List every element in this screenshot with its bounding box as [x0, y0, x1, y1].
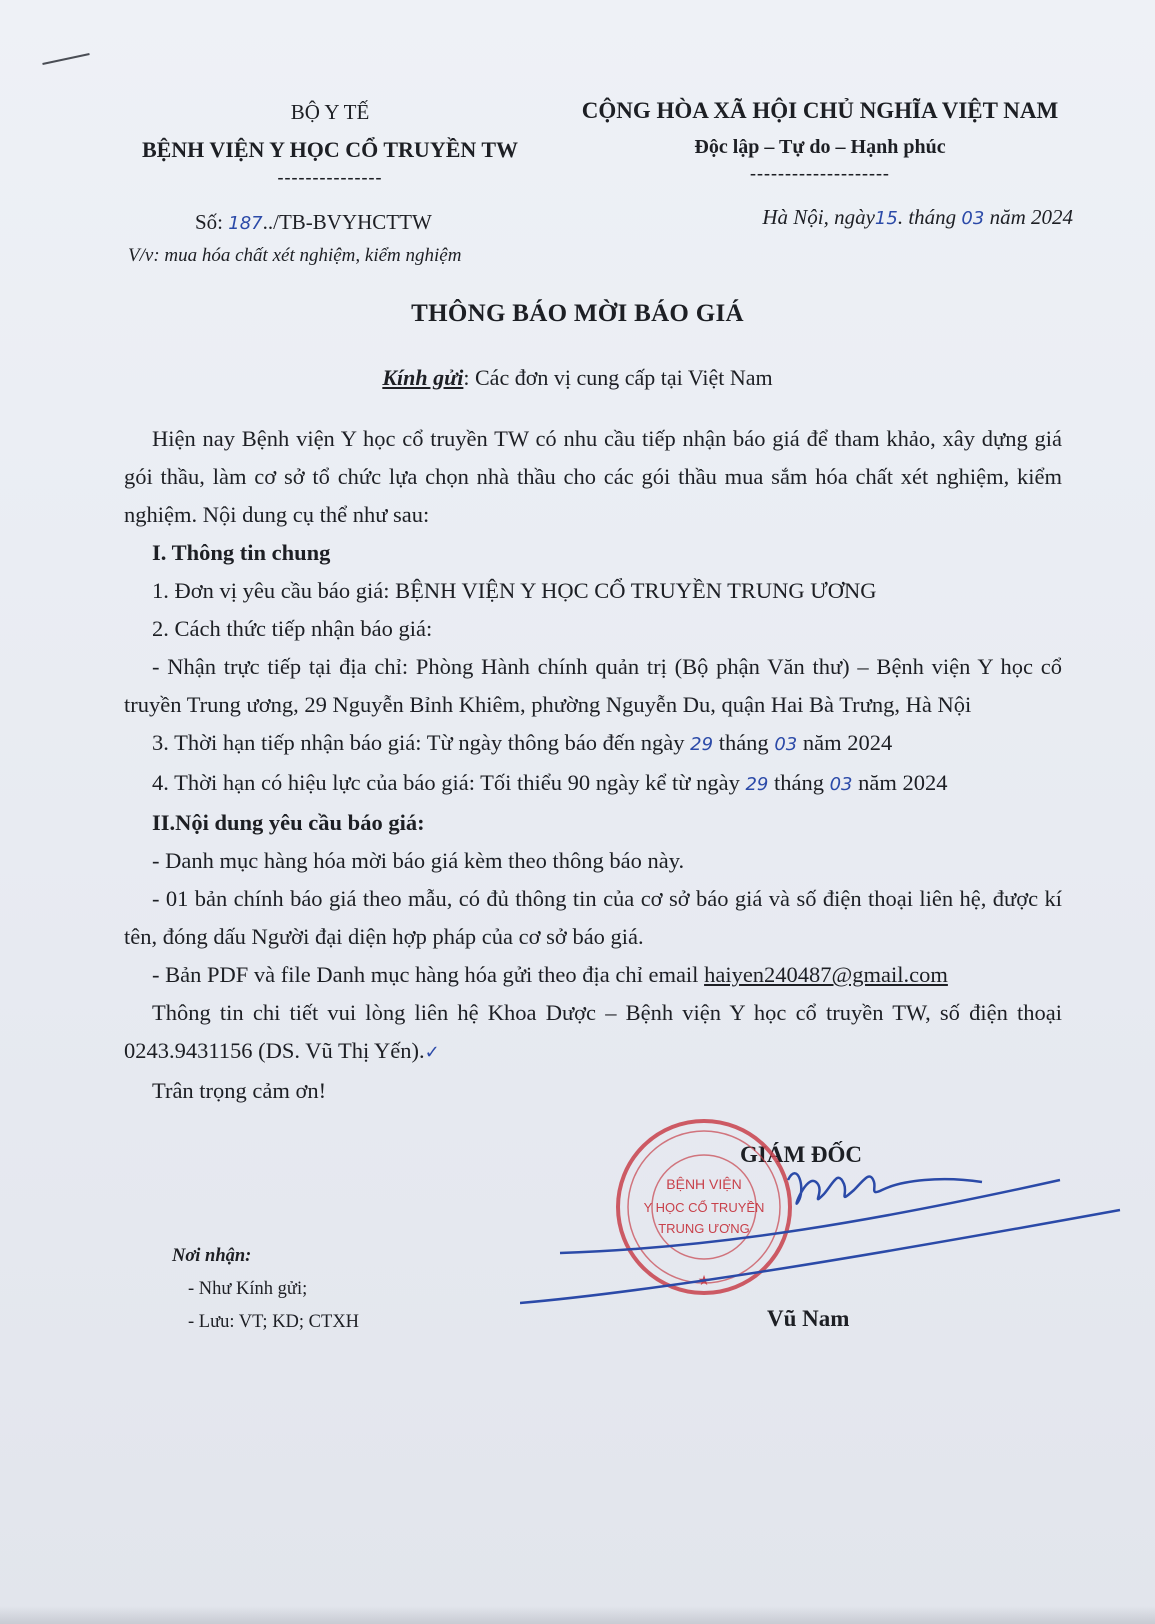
receiving-method-item: 2. Cách thức tiếp nhận báo giá:	[152, 616, 433, 641]
requirement-list: - Danh mục hàng hóa mời báo giá kèm theo thông báo này.	[152, 848, 685, 873]
intro-paragraph: Hiện nay Bệnh viện Y học cổ truyền TW có nhu cầu tiếp nhận báo giá để tham khảo, xây dựng giá gói thầu, làm cơ sở tổ chức lựa chọn nhà thầu cho các gói thầu mua sắm hóa chất xét nghiệm, kiểm nghiệm. Nội dung cụ thể như sau:	[124, 426, 1062, 527]
recipient-item: - Như Kính gửi;	[188, 1279, 308, 1299]
validity-day: 29	[745, 774, 769, 795]
issue-date	[762, 205, 1073, 230]
section-heading-requirements: II.Nội dung yêu cầu báo giá:	[152, 810, 425, 835]
deadline-month-label: tháng	[713, 730, 775, 755]
pen-mark	[42, 53, 89, 65]
contact-text: Thông tin chi tiết vui lòng liên hệ Khoa Dược – Bệnh viện Y học cổ truyền TW, số điện thoại 0243.9431156 (DS. Vũ Thị Yến).	[124, 1000, 1062, 1063]
validity-month-label: tháng	[768, 770, 830, 795]
deadline-year: năm 2024	[797, 730, 893, 755]
date-year: năm 2024	[984, 205, 1073, 229]
section-heading-general: I. Thông tin chung	[152, 540, 331, 565]
document-body	[124, 420, 1062, 1110]
header-divider: ---------------	[277, 167, 383, 187]
validity-year: năm 2024	[852, 770, 948, 795]
date-day: 15	[874, 208, 898, 229]
validity-month: 03	[829, 774, 853, 795]
national-header	[565, 98, 1075, 184]
deadline-day: 29	[690, 734, 714, 755]
requirement-email-text: - Bản PDF và file Danh mục hàng hóa gửi theo địa chỉ email	[152, 962, 705, 987]
national-motto: Độc lập – Tự do – Hạnh phúc	[694, 136, 946, 158]
deadline-month: 03	[774, 734, 798, 755]
date-month: 03	[961, 208, 985, 229]
document-number	[195, 210, 432, 235]
paper-edge-shadow	[0, 1606, 1155, 1624]
requirement-original: - 01 bản chính báo giá theo mẫu, có đủ thông tin của cơ sở báo giá và số điện thoại liên hệ, được kí tên, đóng dấu Người đại diện hợp pháp của cơ sở báo giá.	[124, 886, 1062, 949]
greeting-label: Kính gửi	[382, 365, 464, 390]
recipients-heading: Nơi nhận:	[172, 1246, 252, 1266]
doc-number-suffix: ../TB-BVYHCTTW	[262, 210, 432, 234]
contact-paragraph	[124, 994, 1062, 1072]
seal-star-icon: ★	[697, 1273, 711, 1289]
document-title: THÔNG BÁO MỜI BÁO GIÁ	[411, 300, 744, 327]
issuer-header	[120, 100, 540, 188]
recipients-block	[172, 1240, 359, 1339]
receiving-address: - Nhận trực tiếp tại địa chỉ: Phòng Hành chính quản trị (Bộ phận Văn thư) – Bệnh viện Y học cổ truyền Trung ương, 29 Nguyễn Bỉnh Khiêm, phường Nguyễn Du, quận Hai Bà Trưng, Hà Nội	[124, 654, 1062, 717]
requester-item: 1. Đơn vị yêu cầu báo giá: BỆNH VIỆN Y HỌC CỔ TRUYỀN TRUNG ƯƠNG	[152, 578, 877, 603]
initial-mark: ✓	[424, 1042, 440, 1063]
greeting-line	[0, 365, 1155, 391]
subject-line: V/v: mua hóa chất xét nghiệm, kiểm nghiệm	[128, 245, 462, 266]
seal-line-3: TRUNG ƯƠNG	[658, 1221, 750, 1236]
requirement-email	[124, 956, 1062, 994]
deadline-text: 3. Thời hạn tiếp nhận báo giá: Từ ngày thông báo đến ngày	[152, 730, 691, 755]
recipient-item: - Lưu: VT; KD; CTXH	[188, 1312, 360, 1332]
date-month-label: . tháng	[897, 205, 962, 229]
greeting-text: : Các đơn vị cung cấp tại Việt Nam	[463, 365, 773, 390]
motto-divider: --------------------	[750, 163, 890, 183]
date-place: Hà Nội, ngày	[762, 205, 875, 229]
signatory-name: Vũ Nam	[767, 1306, 850, 1331]
closing-thanks: Trân trọng cảm ơn!	[152, 1078, 327, 1103]
validity-item	[124, 764, 1062, 804]
ministry-name: BỘ Y TẾ	[290, 100, 370, 124]
director-signature	[520, 1150, 1130, 1310]
email-link[interactable]: haiyen240487@gmail.com	[704, 962, 948, 987]
signatory-title: GIÁM ĐỐC	[740, 1142, 863, 1167]
doc-number-prefix: Số:	[195, 210, 229, 234]
hospital-name: BỆNH VIỆN Y HỌC CỔ TRUYỀN TW	[141, 137, 519, 162]
nation-name: CỘNG HÒA XÃ HỘI CHỦ NGHĨA VIỆT NAM	[581, 98, 1059, 123]
seal-line-1: BỆNH VIỆN	[666, 1176, 742, 1192]
receiving-deadline-item	[124, 724, 1062, 764]
doc-number-handwritten: 187	[228, 213, 263, 234]
validity-text: 4. Thời hạn có hiệu lực của báo giá: Tối thiểu 90 ngày kể từ ngày	[152, 770, 746, 795]
seal-line-2: Y HỌC CỔ TRUYỀN	[643, 1200, 765, 1215]
